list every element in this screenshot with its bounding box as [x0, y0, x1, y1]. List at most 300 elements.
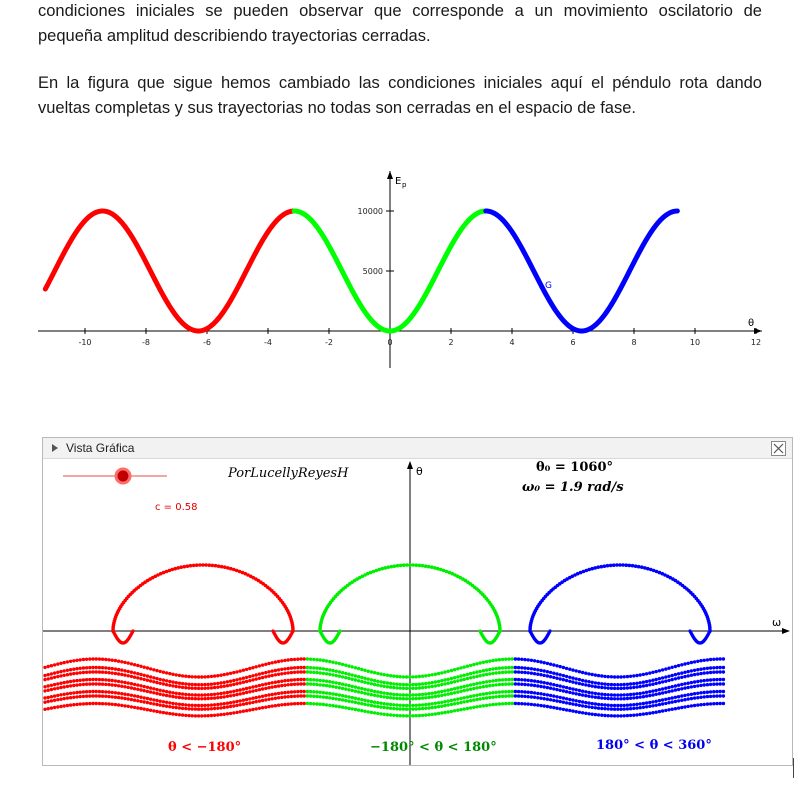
trajectory-red-point [296, 694, 299, 697]
trajectory-blue-point [607, 704, 610, 707]
trajectory-red-point [283, 679, 286, 682]
trajectory-red-point [152, 709, 155, 712]
trajectory-red-point [261, 687, 264, 690]
trajectory-green-point [504, 702, 507, 705]
trajectory-red-point [216, 692, 219, 695]
trajectory-green-point [427, 681, 430, 684]
trajectory-green-point [479, 705, 482, 708]
trajectory-red-point [251, 666, 254, 669]
trajectory-blue-point [712, 683, 715, 686]
trajectory-red-point [171, 673, 174, 676]
trajectory-blue-point [514, 694, 517, 697]
trajectory-red-point [171, 712, 174, 715]
potential-energy-plot [38, 168, 762, 368]
trajectory-red-point [47, 665, 50, 668]
trajectory-blue-point [619, 697, 622, 700]
trajectory-red-point [299, 678, 302, 681]
trajectory-red-point [296, 666, 299, 669]
trajectory-red-point [72, 659, 75, 662]
trajectory-green-point [511, 666, 514, 669]
trajectory-green-point [306, 657, 309, 660]
trajectory-red-point [143, 678, 146, 681]
trajectory-green-point [357, 679, 360, 682]
trajectory-green-point [347, 664, 350, 667]
trajectory-red-point [139, 707, 142, 710]
trajectory-blue-point [597, 713, 600, 716]
trajectory-blue-point [696, 672, 699, 675]
trajectory-red-point [104, 666, 107, 669]
trajectory-red-point [101, 678, 104, 681]
trajectory-red-point [101, 690, 104, 693]
trajectory-blue-point [623, 707, 626, 710]
trajectory-green-point [472, 687, 475, 690]
trajectory-blue-point [661, 702, 664, 705]
trajectory-green-point [325, 703, 328, 706]
trajectory-blue-point [527, 695, 530, 698]
trajectory-red-point [258, 664, 261, 667]
trajectory-green-point [434, 706, 437, 709]
trajectory-red-point [88, 678, 91, 681]
trajectory-green-point [363, 681, 366, 684]
trajectory-red-point [267, 693, 270, 696]
trajectory-blue-point [549, 705, 552, 708]
trajectory-blue-point [645, 672, 648, 675]
trajectory-blue-point [632, 714, 635, 717]
trajectory-red-point [287, 667, 290, 670]
trajectory-red-point [56, 687, 59, 690]
trajectory-green-point [325, 680, 328, 683]
trajectory-red-point [242, 688, 245, 691]
trajectory-red-point [223, 681, 226, 684]
trajectory-green-point [351, 685, 354, 688]
trajectory-red-point [43, 689, 46, 692]
trajectory-red-point [293, 683, 296, 686]
trajectory-green-point [450, 703, 453, 706]
trajectory-red-point [175, 713, 178, 716]
trajectory-red-point [149, 667, 152, 670]
trajectory-red-point [274, 681, 277, 684]
trajectory-blue-point [600, 707, 603, 710]
trajectory-red-point [219, 692, 222, 695]
trajectory-green-point [431, 681, 434, 684]
trajectory-red-point [303, 666, 306, 669]
trajectory-blue-point [555, 684, 558, 687]
trajectory-blue-point [597, 703, 600, 706]
trajectory-green-point [379, 672, 382, 675]
trajectory-blue-point [619, 683, 622, 686]
trajectory-red-point [261, 676, 264, 679]
trajectory-green-point [411, 714, 414, 717]
trajectory-blue-point [575, 688, 578, 691]
trajectory-green-point [437, 701, 440, 704]
trajectory-blue-point [578, 682, 581, 685]
trajectory-green-point [431, 695, 434, 698]
trajectory-red-point [200, 704, 203, 707]
trajectory-blue-point [610, 697, 613, 700]
trajectory-green-point [357, 686, 360, 689]
trajectory-red-point [296, 670, 299, 673]
trajectory-red-point [88, 666, 91, 669]
trajectory-green-point [351, 678, 354, 681]
trajectory-red-point [274, 660, 277, 663]
trajectory-red-point [85, 671, 88, 674]
trajectory-red-point [245, 698, 248, 701]
trajectory-blue-point [565, 667, 568, 670]
trajectory-red-point [178, 706, 181, 709]
trajectory-red-point [69, 703, 72, 706]
trajectory-red-point [248, 690, 251, 693]
trajectory-blue-point [555, 664, 558, 667]
trajectory-green-point [405, 675, 408, 678]
trajectory-blue-point [607, 683, 610, 686]
trajectory-green-point [386, 681, 389, 684]
trajectory-blue-point [578, 689, 581, 692]
trajectory-red-point [43, 701, 46, 704]
trajectory-green-point [322, 703, 325, 706]
trajectory-green-point [347, 707, 350, 710]
trajectory-blue-point [568, 702, 571, 705]
trajectory-blue-point [591, 695, 594, 698]
trajectory-green-point [466, 673, 469, 676]
trajectory-red-point [197, 675, 200, 678]
trajectory-blue-point [655, 711, 658, 714]
trajectory-red-point [287, 695, 290, 698]
trajectory-red-point [299, 666, 302, 669]
trajectory-red-point [47, 700, 50, 703]
trajectory-blue-point [722, 670, 725, 673]
close-button[interactable] [771, 441, 786, 456]
trajectory-red-point [264, 671, 267, 674]
trajectory-blue-point [581, 671, 584, 674]
trajectory-green-point [491, 667, 494, 670]
trajectory-green-point [507, 690, 510, 693]
trajectory-green-point [312, 683, 315, 686]
trajectory-blue-point [629, 686, 632, 689]
trajectory-red-point [248, 701, 251, 704]
collapse-triangle-icon[interactable] [52, 444, 58, 452]
trajectory-green-point [408, 697, 411, 700]
trajectory-blue-point [536, 680, 539, 683]
trajectory-blue-point [680, 683, 683, 686]
trajectory-red-point [114, 691, 117, 694]
trajectory-red-point [207, 693, 210, 696]
trajectory-blue-point [661, 687, 664, 690]
trajectory-green-point [463, 665, 466, 668]
trajectory-green-point [392, 693, 395, 696]
trajectory-green-point [507, 678, 510, 681]
trajectory-red-point [162, 689, 165, 692]
trajectory-green-point [475, 686, 478, 689]
trajectory-blue-point [645, 701, 648, 704]
trajectory-red-point [117, 692, 120, 695]
trajectory-green-point [459, 708, 462, 711]
trajectory-red-point [88, 694, 91, 697]
trajectory-red-point [277, 704, 280, 707]
trajectory-blue-point [527, 658, 530, 661]
trajectory-red-point [187, 693, 190, 696]
trajectory-blue-point [690, 697, 693, 700]
trajectory-green-point [488, 703, 491, 706]
slider-handle[interactable] [116, 469, 130, 483]
trajectory-blue-point [640, 565, 644, 569]
trajectory-green-point [354, 708, 357, 711]
trajectory-blue-point [523, 702, 526, 705]
trajectory-blue-point [597, 707, 600, 710]
trajectory-green-point [360, 709, 363, 712]
trajectory-blue-point [658, 669, 661, 672]
trajectory-red-point [200, 697, 203, 700]
trajectory-green-point [344, 699, 347, 702]
trajectory-blue-point [581, 683, 584, 686]
trajectory-green-point [309, 678, 312, 681]
trajectory-red-point [53, 663, 56, 666]
trajectory-red-point [191, 683, 194, 686]
trajectory-blue-point [664, 687, 667, 690]
trajectory-green-point [431, 713, 434, 716]
trajectory-blue-point [661, 709, 664, 712]
trajectory-blue-point [683, 682, 686, 685]
trajectory-green-point [466, 707, 469, 710]
trajectory-green-point [360, 702, 363, 705]
trajectory-blue-point [715, 678, 718, 681]
trajectory-red-point [85, 695, 88, 698]
trajectory-red-point [235, 682, 238, 685]
trajectory-red-point [274, 692, 277, 695]
trajectory-blue-point [699, 691, 702, 694]
trajectory-green-point [418, 703, 421, 706]
trajectory-green-point [399, 693, 402, 696]
trajectory-red-point [187, 714, 190, 717]
trajectory-red-point [56, 705, 59, 708]
trajectory-red-point [123, 681, 126, 684]
trajectory-blue-point [539, 669, 542, 672]
trajectory-red-point [277, 673, 280, 676]
trajectory-green-point [405, 693, 408, 696]
trajectory-blue-point [549, 663, 552, 666]
trajectory-blue-point [703, 671, 706, 674]
trajectory-green-point [431, 685, 434, 688]
trajectory-red-point [267, 705, 270, 708]
trajectory-red-point [235, 670, 238, 673]
trajectory-green-point [408, 687, 411, 690]
trajectory-green-point [312, 702, 315, 705]
trajectory-blue-point [530, 683, 533, 686]
trajectory-green-point [331, 673, 334, 676]
trajectory-blue-point [623, 675, 626, 678]
trajectory-red-point [187, 704, 190, 707]
trajectory-red-point [239, 681, 242, 684]
trajectory-green-point [488, 672, 491, 675]
phase-space-plot [43, 459, 792, 765]
trajectory-blue-point [568, 709, 571, 712]
trajectory-blue-point [719, 682, 722, 685]
trajectory-green-point [488, 659, 491, 662]
trajectory-red-point [133, 694, 136, 697]
trajectory-red-point [226, 680, 229, 683]
trajectory-green-point [389, 692, 392, 695]
trajectory-blue-point [610, 675, 613, 678]
trajectory-blue-point [616, 714, 619, 717]
trajectory-blue-point [674, 684, 677, 687]
trajectory-red-point [50, 695, 53, 698]
trajectory-green-point [456, 690, 459, 693]
trajectory-red-point [123, 693, 126, 696]
trajectory-red-point [283, 695, 286, 698]
trajectory-red-point [165, 683, 168, 686]
trajectory-red-point [130, 675, 133, 678]
trajectory-red-point [130, 686, 133, 689]
trajectory-red-point [85, 690, 88, 693]
trajectory-green-point [434, 691, 437, 694]
trajectory-green-point [415, 683, 418, 686]
trajectory-blue-point [562, 708, 565, 711]
trajectory-red-point [143, 696, 146, 699]
trajectory-blue-point [527, 667, 530, 670]
trajectory-red-point [201, 563, 205, 567]
trajectory-blue-point [619, 704, 622, 707]
trajectory-blue-point [600, 693, 603, 696]
trajectory-blue-point [635, 696, 638, 699]
trajectory-red-point [264, 663, 267, 666]
trajectory-green-point [367, 681, 370, 684]
trajectory-red-point [69, 660, 72, 663]
trajectory-red-point [53, 687, 56, 690]
trajectory-green-point [427, 696, 430, 699]
trajectory-blue-point [587, 680, 590, 683]
trajectory-blue-point [715, 682, 718, 685]
trajectory-red-point [123, 669, 126, 672]
trajectory-blue-point [677, 699, 680, 702]
trajectory-blue-point [549, 687, 552, 690]
trajectory-green-point [491, 703, 494, 706]
trajectory-blue-point [628, 564, 632, 568]
trajectory-red-point [216, 696, 219, 699]
x-tick-label: 10 [689, 338, 701, 347]
trajectory-blue-point [645, 684, 648, 687]
trajectory-red-point [239, 669, 242, 672]
trajectory-red-point [287, 683, 290, 686]
trajectory-green-point [347, 695, 350, 698]
trajectory-green-point [331, 704, 334, 707]
trajectory-blue-point [514, 702, 517, 705]
trajectory-green-point [447, 670, 450, 673]
trajectory-red-point [136, 695, 139, 698]
trajectory-red-point [91, 666, 94, 669]
trajectory-blue-point [677, 695, 680, 698]
trajectory-green-point [415, 697, 418, 700]
trajectory-green-point [443, 693, 446, 696]
trajectory-red-point [79, 691, 82, 694]
trajectory-green-point [495, 683, 498, 686]
trajectory-red-point [149, 675, 152, 678]
trajectory-green-point [469, 706, 472, 709]
trajectory-red-point [187, 683, 190, 686]
trajectory-green-point [306, 702, 309, 705]
trajectory-green-point [440, 711, 443, 714]
trajectory-red-point [200, 693, 203, 696]
trajectory-blue-point [530, 695, 533, 698]
trajectory-green-point [459, 701, 462, 704]
trajectory-green-point [389, 686, 392, 689]
trajectory-green-point [405, 563, 409, 567]
trajectory-blue-point [571, 680, 574, 683]
trajectory-green-point [418, 683, 421, 686]
trajectory-red-point [82, 658, 85, 661]
trajectory-green-point [315, 690, 318, 693]
trajectory-red-point [203, 707, 206, 710]
trajectory-red-point [143, 707, 146, 710]
trajectory-blue-point [715, 657, 718, 660]
trajectory-red-point [293, 702, 296, 705]
trajectory-green-point [418, 714, 421, 717]
trajectory-blue-point [629, 714, 632, 717]
trajectory-blue-point [543, 693, 546, 696]
trajectory-blue-point [699, 703, 702, 706]
trajectory-green-point [443, 704, 446, 707]
trajectory-green-point [408, 708, 411, 711]
trajectory-blue-point [651, 683, 654, 686]
trajectory-red-point [168, 712, 171, 715]
trajectory-blue-point [548, 629, 551, 632]
trajectory-blue-point [575, 681, 578, 684]
trajectory-green-point [421, 675, 424, 678]
trajectory-red-point [255, 689, 258, 692]
trajectory-red-point [85, 666, 88, 669]
trajectory-blue-point [565, 708, 568, 711]
trajectory-red-point [91, 690, 94, 693]
graphics-view-header[interactable] [43, 438, 792, 459]
trajectory-blue-point [536, 668, 539, 671]
energy-plot-svg [38, 168, 762, 368]
trajectory-blue-point [587, 672, 590, 675]
trajectory-green-point [351, 707, 354, 710]
trajectory-blue-point [651, 704, 654, 707]
trajectory-green-point [392, 707, 395, 710]
trajectory-red-point [232, 683, 235, 686]
trajectory-green-point [347, 684, 350, 687]
trajectory-green-point [341, 698, 344, 701]
trajectory-green-point [379, 705, 382, 708]
trajectory-red-point [178, 713, 181, 716]
trajectory-green-point [392, 703, 395, 706]
trajectory-red-point [194, 697, 197, 700]
trajectory-blue-point [664, 667, 667, 670]
trajectory-green-point [315, 666, 318, 669]
trajectory-red-point [178, 692, 181, 695]
trajectory-blue-point [667, 708, 670, 711]
trajectory-green-point [443, 682, 446, 685]
trajectory-green-point [360, 680, 363, 683]
trajectory-blue-point [581, 700, 584, 703]
trajectory-green-point [351, 696, 354, 699]
trajectory-red-point [229, 672, 232, 675]
trajectory-green-point [456, 675, 459, 678]
trajectory-blue-point [596, 565, 600, 569]
trajectory-green-point [475, 675, 478, 678]
trajectory-green-point [447, 678, 450, 681]
trajectory-red-point [195, 563, 199, 567]
trajectory-red-point [53, 676, 56, 679]
trajectory-blue-point [703, 703, 706, 706]
trajectory-blue-point [520, 695, 523, 698]
trajectory-blue-point [674, 696, 677, 699]
trajectory-blue-point [699, 672, 702, 675]
trajectory-red-point [200, 675, 203, 678]
trajectory-red-point [248, 667, 251, 670]
trajectory-green-point [306, 678, 309, 681]
trajectory-blue-point [597, 696, 600, 699]
trajectory-blue-point [632, 686, 635, 689]
